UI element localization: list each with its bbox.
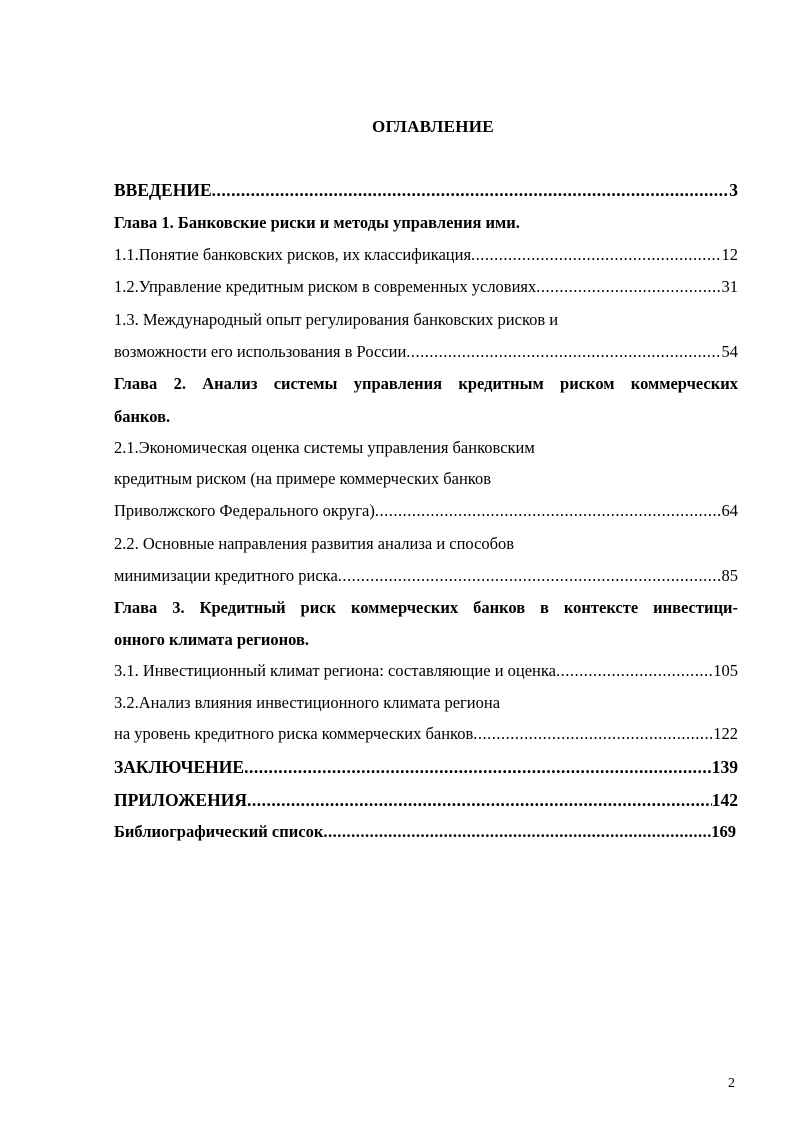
toc-entry-intro[interactable] [114, 178, 738, 202]
chapter-3-title-line-1[interactable]: Глава 3. Кредитный риск коммерческих банков в контексте инвестици- [114, 598, 738, 617]
toc-entry-label: ВВЕДЕНИЕ [114, 180, 212, 200]
dot-leader [406, 340, 721, 364]
toc-entry-2-1-line-1[interactable]: 2.1.Экономическая оценка системы управления банковским [114, 438, 535, 457]
toc-entry-label: 1.2.Управление кредитным риском в современных условиях [114, 277, 537, 296]
toc-entry-label: ПРИЛОЖЕНИЯ [114, 790, 247, 810]
toc-page-number: 54 [721, 342, 738, 361]
dot-leader [244, 755, 712, 779]
toc-page-number: 169 [711, 822, 736, 841]
toc-page-number: 64 [721, 501, 738, 520]
toc-page-number: 142 [711, 790, 738, 810]
toc-entry-3-2-line-1[interactable]: 3.2.Анализ влияния инвестиционного климата региона [114, 693, 501, 712]
chapter-1-title[interactable]: Глава 1. Банковские риски и методы управления ими. [114, 213, 520, 232]
chapter-2-title-line-2[interactable]: банков. [114, 407, 171, 426]
toc-page-number: 122 [713, 724, 738, 743]
toc-entry-1-1[interactable] [114, 243, 738, 267]
dot-leader [556, 659, 713, 683]
toc-entry-2-2[interactable] [114, 564, 738, 588]
toc-entry-bibliography[interactable] [114, 820, 736, 844]
chapter-3-title-line-2[interactable]: онного климата регионов. [114, 630, 310, 649]
toc-entry-appendices[interactable] [114, 788, 738, 812]
toc-entry-label: ЗАКЛЮЧЕНИЕ [114, 757, 245, 777]
dot-leader [212, 178, 730, 202]
toc-entry-label: 1.1.Понятие банковских рисков, их классификация [114, 245, 472, 264]
toc-entry-label: Приволжского Федерального округа) [114, 501, 375, 520]
toc-entry-2-1[interactable] [114, 499, 738, 523]
dot-leader [471, 243, 721, 267]
toc-entry-2-2-line-1[interactable]: 2.2. Основные направления развития анализа и способов [114, 534, 515, 553]
toc-page-number: 85 [721, 566, 738, 585]
dot-leader [473, 722, 713, 746]
dot-leader [323, 820, 711, 844]
dot-leader [338, 564, 722, 588]
toc-page-number: 139 [711, 757, 738, 777]
dot-leader [247, 788, 712, 812]
toc-page-number: 3 [729, 180, 738, 200]
toc-entry-2-1-line-2[interactable]: кредитным риском (на примере коммерческих банков [114, 469, 492, 488]
toc-page-number: 31 [721, 277, 738, 296]
dot-leader [536, 275, 721, 299]
toc-entry-1-2[interactable] [114, 275, 738, 299]
toc-entry-conclusion[interactable] [114, 755, 738, 779]
toc-entry-1-3[interactable] [114, 340, 738, 364]
toc-entry-label: Библиографический список [114, 822, 324, 841]
toc-entry-1-3-line-1[interactable]: 1.3. Международный опыт регулирования банковских рисков и [114, 310, 559, 329]
toc-entry-label: 3.1. Инвестиционный климат региона: составляющие и оценка [114, 661, 556, 680]
toc-entry-3-2[interactable] [114, 722, 738, 746]
toc-entry-label: возможности его использования в России [114, 342, 407, 361]
page-number: 2 [728, 1076, 735, 1091]
toc-entry-label: минимизации кредитного риска [114, 566, 338, 585]
chapter-2-title-line-1[interactable]: Глава 2. Анализ системы управления кредитным риском коммерческих [114, 374, 738, 393]
toc-page-number: 105 [713, 661, 738, 680]
page-title: ОГЛАВЛЕНИЕ [372, 117, 494, 136]
toc-page-number: 12 [721, 245, 738, 264]
dot-leader [375, 499, 722, 523]
toc-entry-3-1[interactable] [114, 659, 738, 683]
toc-entry-label: на уровень кредитного риска коммерческих банков [114, 724, 474, 743]
